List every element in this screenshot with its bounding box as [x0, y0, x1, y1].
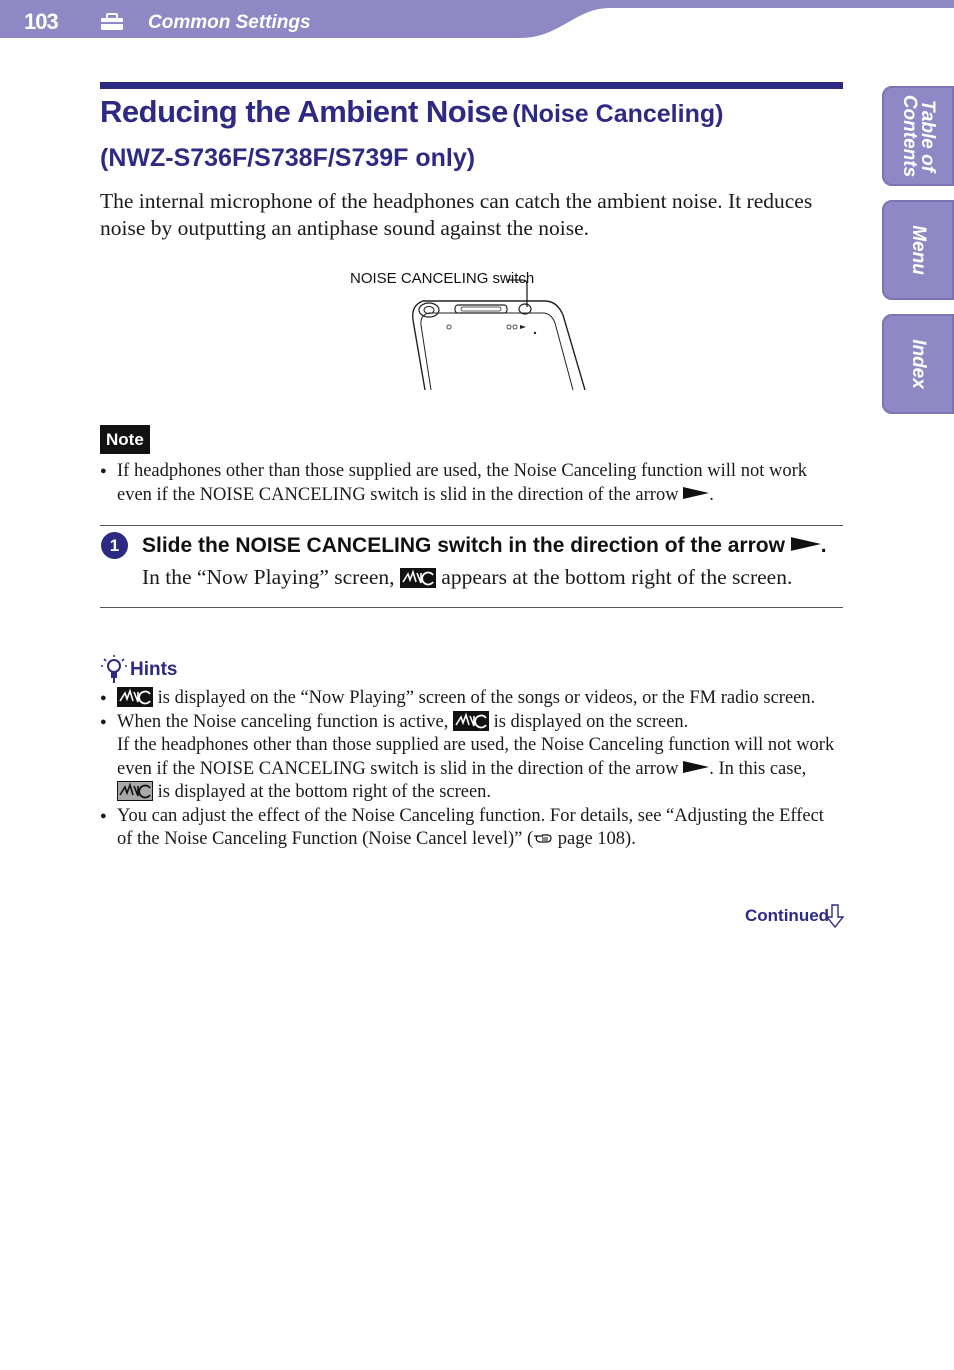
hint-item	[100, 711, 840, 805]
hints-list	[100, 687, 840, 852]
arrow-right-icon	[791, 537, 821, 551]
pointing-hand-icon	[533, 831, 553, 845]
title-main: Reducing the Ambient Noise	[100, 94, 508, 129]
continued-link[interactable]: Continued	[745, 906, 830, 925]
hint-text: If the headphones other than those supplied are used, the Noise Canceling function will not work even if the NOISE CANCELING switch is slid in the direction of the arrow	[117, 735, 835, 779]
note-label: Note	[100, 425, 150, 454]
note-item	[100, 460, 840, 507]
tab-menu[interactable]	[882, 200, 954, 300]
section-title: Common Settings	[148, 12, 311, 33]
hint-text: is displayed on the “Now Playing” screen of the songs or videos, or the FM radio screen.	[153, 688, 816, 708]
step-number: 1	[101, 532, 128, 559]
tab-label: Menu	[908, 225, 929, 275]
title-paren: (Noise Canceling)	[512, 100, 724, 128]
noise-cancel-on-icon	[117, 687, 153, 707]
step-desc-text: In the “Now Playing” screen,	[142, 565, 400, 589]
tab-label: Index	[908, 339, 929, 389]
step-top-rule	[100, 525, 843, 526]
noise-cancel-on-icon	[400, 568, 436, 588]
hint-text: When the Noise canceling function is active,	[117, 711, 453, 732]
hint-item	[100, 687, 840, 711]
step-title	[142, 534, 827, 558]
tab-table-of-contents[interactable]	[882, 86, 954, 186]
hint-text: page 108).	[553, 829, 636, 849]
step-title-tail: .	[820, 534, 827, 557]
hint-text: is displayed on the screen.	[488, 711, 689, 732]
title-rule	[100, 82, 843, 89]
page-number: 103	[24, 9, 58, 34]
hints-label: Hints	[130, 659, 178, 680]
arrow-right-icon	[683, 761, 709, 773]
note-list	[100, 460, 840, 507]
title-models: (NWZ-S736F/S738F/S739F only)	[100, 144, 476, 172]
arrow-right-icon	[683, 487, 709, 499]
header-band	[0, 0, 954, 40]
step-title-text: Slide the NOISE CANCELING switch in the direction of the arrow	[142, 534, 791, 557]
hint-item	[100, 805, 840, 852]
tab-label: Table of Contents	[899, 94, 938, 178]
intro-paragraph: The internal microphone of the headphones can catch the ambient noise. It reduces noise by outputting an antiphase sound against the noise.	[100, 189, 813, 240]
noise-cancel-on-icon	[453, 711, 489, 731]
note-text-tail: .	[709, 484, 714, 505]
tab-index[interactable]	[882, 314, 954, 414]
toolbox-icon	[99, 12, 125, 32]
player-illustration	[405, 275, 595, 395]
step-desc-tail: appears at the bottom right of the screen.	[435, 565, 793, 589]
page-header	[0, 0, 954, 40]
hint-text: . In this case,	[709, 758, 807, 779]
figure-callout: NOISE CANCELING switch	[350, 270, 535, 287]
hint-text: You can adjust the effect of the Noise Canceling function. For details, see “Adjusting the Effect of the Noise Canceling Function (Noise Cancel level)” (	[117, 805, 824, 849]
step-bottom-rule	[100, 607, 843, 608]
noise-cancel-inactive-icon	[117, 781, 153, 801]
hint-text: is displayed at the bottom right of the screen.	[153, 782, 492, 802]
step-description	[142, 565, 792, 590]
note-text: If headphones other than those supplied are used, the Noise Canceling function will not work even if the NOISE CANCELING switch is slid in the direction of the arrow	[117, 461, 807, 505]
arrow-down-icon	[826, 904, 844, 928]
page-title	[100, 92, 843, 182]
lightbulb-icon	[100, 654, 128, 684]
